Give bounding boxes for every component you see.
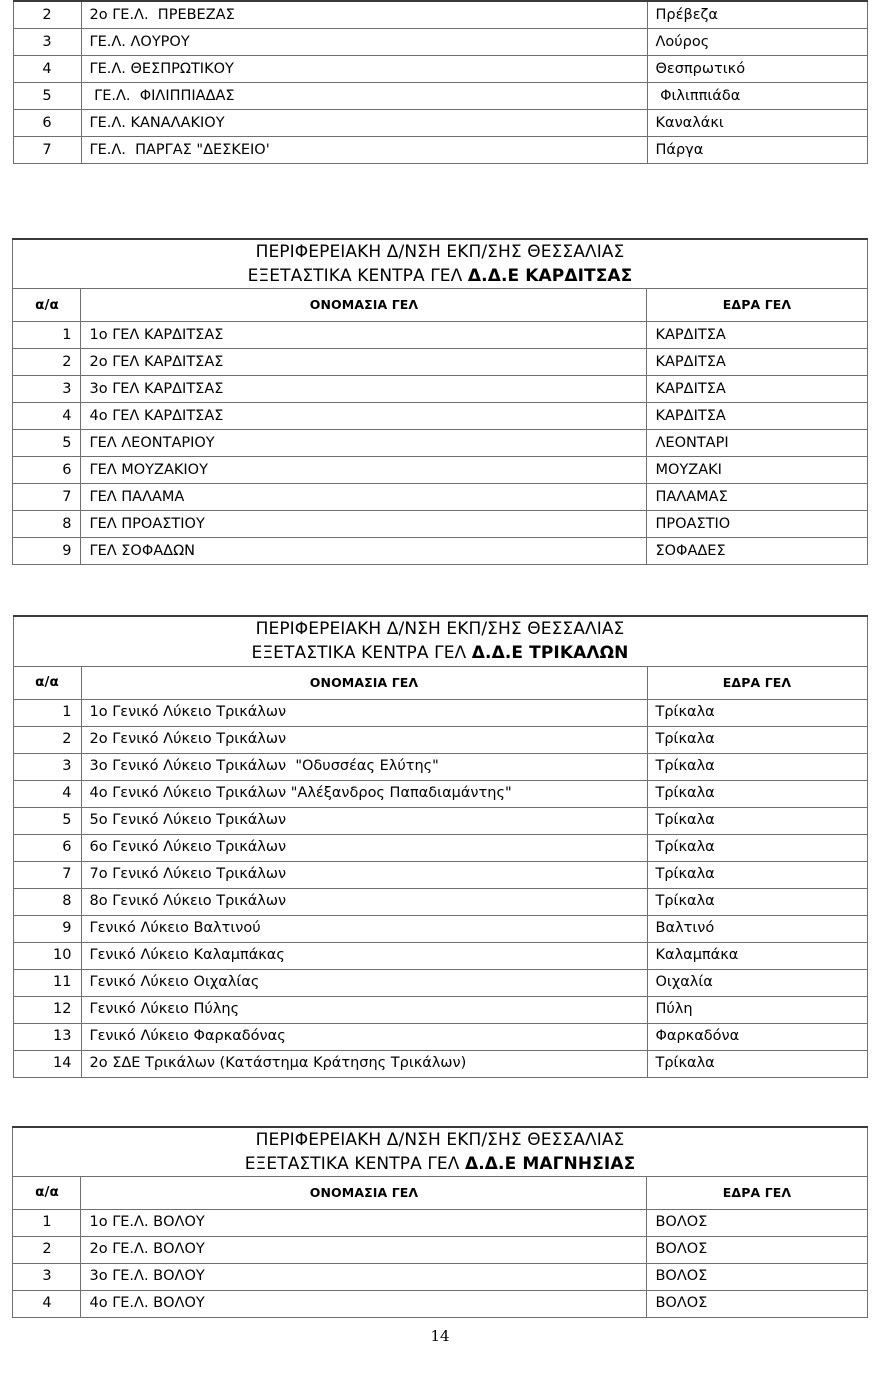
school-seat-cell: ΚΑΡΔΙΤΣΑ [647, 376, 867, 403]
school-name-cell: 6ο Γενικό Λύκειο Τρικάλων [81, 834, 647, 861]
exam-centers-label: ΕΞΕΤΑΣΤΙΚΑ ΚΕΝΤΡΑ ΓΕΛ [244, 1153, 465, 1174]
table-row [13, 110, 867, 137]
page-number: 14 [430, 1326, 450, 1345]
row-index-cell: 5 [13, 83, 81, 110]
school-seat-cell: ΜΟΥΖΑΚΙ [647, 457, 867, 484]
row-index-cell: 3 [13, 1263, 81, 1290]
table-row [13, 915, 867, 942]
school-seat-cell: Θεσπρωτικό [647, 56, 867, 83]
school-name-cell: ΓΕ.Λ. ΠΑΡΓΑΣ "ΔΕΣΚΕΙΟ' [81, 137, 647, 164]
row-index-cell: 2 [13, 349, 81, 376]
school-seat-cell: Τρίκαλα [647, 1050, 867, 1077]
row-index-cell: 3 [13, 29, 81, 56]
school-seat-cell: Τρίκαλα [647, 699, 867, 726]
school-seat-cell: Τρίκαλα [647, 780, 867, 807]
school-name-cell: ΓΕ.Λ. ΦΙΛΙΠΠΙΑΔΑΣ [81, 83, 647, 110]
row-index-cell: 1 [13, 322, 81, 349]
school-name-cell: 1ο Γενικό Λύκειο Τρικάλων [81, 699, 647, 726]
table-row [13, 29, 867, 56]
table-title [13, 616, 867, 666]
table-spacer [0, 164, 880, 238]
row-index-cell: 12 [13, 996, 81, 1023]
row-index-cell: 4 [13, 1290, 81, 1317]
table-row [13, 969, 867, 996]
school-seat-cell: Καλαμπάκα [647, 942, 867, 969]
row-index-cell: 2 [13, 726, 81, 753]
school-name-cell: 2ο ΓΕ.Λ. ΠΡΕΒΕΖΑΣ [81, 1, 647, 29]
school-name-cell: 2ο ΓΕΛ ΚΑΡΔΙΤΣΑΣ [81, 349, 647, 376]
school-seat-cell: Φαρκαδόνα [647, 1023, 867, 1050]
table-row [13, 376, 867, 403]
exam-centers-subtitle [14, 641, 867, 665]
table-row [13, 1023, 867, 1050]
table-spacer [0, 1078, 880, 1126]
table-row [13, 56, 867, 83]
row-index-cell: 4 [13, 403, 81, 430]
exam-centers-table-preveza-continued [13, 0, 868, 164]
school-seat-cell: Καναλάκι [647, 110, 867, 137]
school-seat-cell: ΒΟΛΟΣ [647, 1236, 867, 1263]
table-row [13, 484, 867, 511]
table-title-row [13, 616, 867, 666]
table-row [13, 1, 867, 29]
school-seat-cell: Φιλιππιάδα [647, 83, 867, 110]
table-row [13, 83, 867, 110]
row-index-cell: 5 [13, 430, 81, 457]
table-title [13, 1127, 867, 1177]
school-seat-cell: Τρίκαλα [647, 861, 867, 888]
school-seat-cell: ΒΟΛΟΣ [647, 1263, 867, 1290]
row-index-cell: 7 [13, 861, 81, 888]
row-index-cell: 5 [13, 807, 81, 834]
table-row [13, 538, 867, 565]
table-row [13, 888, 867, 915]
table-row [13, 322, 867, 349]
school-name-cell: Γενικό Λύκειο Πύλης [81, 996, 647, 1023]
table-row [13, 726, 867, 753]
school-name-cell: 1ο ΓΕ.Λ. ΒΟΛΟΥ [81, 1209, 647, 1236]
school-seat-cell: Πάργα [647, 137, 867, 164]
row-index-cell: 8 [13, 511, 81, 538]
table-row [13, 753, 867, 780]
table-row [13, 996, 867, 1023]
exam-centers-table-trikala [13, 615, 868, 1077]
table-row [13, 349, 867, 376]
school-name-cell: 4ο ΓΕ.Λ. ΒΟΛΟΥ [81, 1290, 647, 1317]
school-name-cell: ΓΕΛ ΣΟΦΑΔΩΝ [81, 538, 647, 565]
table-title-row [13, 1127, 867, 1177]
school-seat-cell: Τρίκαλα [647, 726, 867, 753]
table-row [13, 1236, 867, 1263]
exam-centers-table-magnisia [12, 1126, 867, 1318]
school-seat-cell: Τρίκαλα [647, 807, 867, 834]
table-row [13, 942, 867, 969]
school-seat-cell: Τρίκαλα [647, 888, 867, 915]
school-name-cell: ΓΕ.Λ. ΘΕΣΠΡΩΤΙΚΟΥ [81, 56, 647, 83]
table-row [13, 1050, 867, 1077]
school-seat-cell: Τρίκαλα [647, 753, 867, 780]
table-spacer [0, 565, 880, 615]
table-row [13, 861, 867, 888]
school-seat-cell: ΒΟΛΟΣ [647, 1209, 867, 1236]
row-index-cell: 7 [13, 484, 81, 511]
table-row [13, 1209, 867, 1236]
exam-centers-subtitle [13, 264, 866, 288]
column-header-index: α/α [13, 666, 81, 699]
school-name-cell: ΓΕ.Λ. ΛΟΥΡΟΥ [81, 29, 647, 56]
school-name-cell: 4ο Γενικό Λύκειο Τρικάλων "Αλέξανδρος Παπαδιαμάντης" [81, 780, 647, 807]
table-row [13, 511, 867, 538]
school-name-cell: Γενικό Λύκειο Οιχαλίας [81, 969, 647, 996]
table-header-row [13, 666, 867, 699]
exam-centers-label: ΕΞΕΤΑΣΤΙΚΑ ΚΕΝΤΡΑ ΓΕΛ [247, 266, 468, 287]
school-seat-cell: Πρέβεζα [647, 1, 867, 29]
table-header-row [13, 289, 867, 322]
column-header-seat: ΕΔΡΑ ΓΕΛ [647, 289, 867, 322]
school-name-cell: ΓΕΛ ΠΑΛΑΜΑ [81, 484, 647, 511]
school-name-cell: 7ο Γενικό Λύκειο Τρικάλων [81, 861, 647, 888]
bottom-spacer [0, 1345, 880, 1375]
school-name-cell: 5ο Γενικό Λύκειο Τρικάλων [81, 807, 647, 834]
table-row [13, 403, 867, 430]
row-index-cell: 7 [13, 137, 81, 164]
row-index-cell: 13 [13, 1023, 81, 1050]
school-name-cell: 8ο Γενικό Λύκειο Τρικάλων [81, 888, 647, 915]
table-row [13, 1290, 867, 1317]
school-name-cell: 2ο ΓΕ.Λ. ΒΟΛΟΥ [81, 1236, 647, 1263]
directorate-name: Δ.Δ.Ε ΚΑΡΔΙΤΣΑΣ [467, 266, 633, 287]
table-title [13, 239, 867, 289]
column-header-index: α/α [13, 289, 81, 322]
row-index-cell: 4 [13, 56, 81, 83]
school-name-cell: Γενικό Λύκειο Φαρκαδόνας [81, 1023, 647, 1050]
exam-centers-label: ΕΞΕΤΑΣΤΙΚΑ ΚΕΝΤΡΑ ΓΕΛ [251, 643, 472, 664]
table-row [13, 137, 867, 164]
school-seat-cell: ΚΑΡΔΙΤΣΑ [647, 349, 867, 376]
row-index-cell: 2 [13, 1, 81, 29]
exam-centers-table-karditsa [12, 238, 867, 565]
school-name-cell: 4ο ΓΕΛ ΚΑΡΔΙΤΣΑΣ [81, 403, 647, 430]
column-header-seat: ΕΔΡΑ ΓΕΛ [647, 1176, 867, 1209]
table-header-row [13, 1176, 867, 1209]
school-name-cell: 3ο Γενικό Λύκειο Τρικάλων "Οδυσσέας Ελύτης" [81, 753, 647, 780]
school-name-cell: 2ο ΣΔΕ Τρικάλων (Κατάστημα Κράτησης Τρικάλων) [81, 1050, 647, 1077]
regional-directorate-title: ΠΕΡΙΦΕΡΕΙΑΚΗ Δ/ΝΣΗ ΕΚΠ/ΣΗΣ ΘΕΣΣΑΛΙΑΣ [255, 242, 625, 262]
exam-centers-subtitle [13, 1152, 866, 1176]
school-seat-cell: ΠΑΛΑΜΑΣ [647, 484, 867, 511]
row-index-cell: 8 [13, 888, 81, 915]
school-name-cell: Γενικό Λύκειο Καλαμπάκας [81, 942, 647, 969]
school-seat-cell: Λούρος [647, 29, 867, 56]
table-row [13, 807, 867, 834]
school-name-cell: ΓΕΛ ΠΡΟΑΣΤΙΟΥ [81, 511, 647, 538]
table-row [13, 430, 867, 457]
school-seat-cell: Πύλη [647, 996, 867, 1023]
row-index-cell: 4 [13, 780, 81, 807]
regional-directorate-title: ΠΕΡΙΦΕΡΕΙΑΚΗ Δ/ΝΣΗ ΕΚΠ/ΣΗΣ ΘΕΣΣΑΛΙΑΣ [255, 619, 625, 640]
school-name-cell: Γενικό Λύκειο Βαλτινού [81, 915, 647, 942]
directorate-name: Δ.Δ.Ε ΤΡΙΚΑΛΩΝ [471, 643, 629, 664]
row-index-cell: 10 [13, 942, 81, 969]
column-header-school-name: ΟΝΟΜΑΣΙΑ ΓΕΛ [81, 289, 647, 322]
school-name-cell: 1ο ΓΕΛ ΚΑΡΔΙΤΣΑΣ [81, 322, 647, 349]
table-row [13, 457, 867, 484]
row-index-cell: 11 [13, 969, 81, 996]
school-seat-cell: Οιχαλία [647, 969, 867, 996]
row-index-cell: 9 [13, 915, 81, 942]
table-row [13, 1263, 867, 1290]
row-index-cell: 3 [13, 376, 81, 403]
table-title-row [13, 239, 867, 289]
table-row [13, 834, 867, 861]
row-index-cell: 2 [13, 1236, 81, 1263]
directorate-name: Δ.Δ.Ε ΜΑΓΝΗΣΙΑΣ [464, 1153, 636, 1174]
table-row [13, 780, 867, 807]
row-index-cell: 1 [13, 1209, 81, 1236]
school-seat-cell: ΚΑΡΔΙΤΣΑ [647, 403, 867, 430]
table-row [13, 699, 867, 726]
row-index-cell: 6 [13, 834, 81, 861]
school-name-cell: ΓΕΛ ΜΟΥΖΑΚΙΟΥ [81, 457, 647, 484]
school-seat-cell: ΠΡΟΑΣΤΙΟ [647, 511, 867, 538]
school-seat-cell: ΛΕΟΝΤΑΡΙ [647, 430, 867, 457]
school-seat-cell: Τρίκαλα [647, 834, 867, 861]
row-index-cell: 14 [13, 1050, 81, 1077]
row-index-cell: 9 [13, 538, 81, 565]
regional-directorate-title: ΠΕΡΙΦΕΡΕΙΑΚΗ Δ/ΝΣΗ ΕΚΠ/ΣΗΣ ΘΕΣΣΑΛΙΑΣ [255, 1129, 625, 1150]
school-seat-cell: ΚΑΡΔΙΤΣΑ [647, 322, 867, 349]
column-header-school-name: ΟΝΟΜΑΣΙΑ ΓΕΛ [81, 1176, 647, 1209]
school-name-cell: 3ο ΓΕΛ ΚΑΡΔΙΤΣΑΣ [81, 376, 647, 403]
school-seat-cell: ΒΟΛΟΣ [647, 1290, 867, 1317]
school-seat-cell: Βαλτινό [647, 915, 867, 942]
school-name-cell: 3ο ΓΕ.Λ. ΒΟΛΟΥ [81, 1263, 647, 1290]
school-name-cell: ΓΕΛ ΛΕΟΝΤΑΡΙΟΥ [81, 430, 647, 457]
column-header-seat: ΕΔΡΑ ΓΕΛ [647, 666, 867, 699]
school-name-cell: ΓΕ.Λ. ΚΑΝΑΛΑΚΙΟΥ [81, 110, 647, 137]
row-index-cell: 1 [13, 699, 81, 726]
school-name-cell: 2ο Γενικό Λύκειο Τρικάλων [81, 726, 647, 753]
row-index-cell: 3 [13, 753, 81, 780]
school-seat-cell: ΣΟΦΑΔΕΣ [647, 538, 867, 565]
row-index-cell: 6 [13, 110, 81, 137]
column-header-school-name: ΟΝΟΜΑΣΙΑ ΓΕΛ [81, 666, 647, 699]
column-header-index: α/α [13, 1176, 81, 1209]
row-index-cell: 6 [13, 457, 81, 484]
